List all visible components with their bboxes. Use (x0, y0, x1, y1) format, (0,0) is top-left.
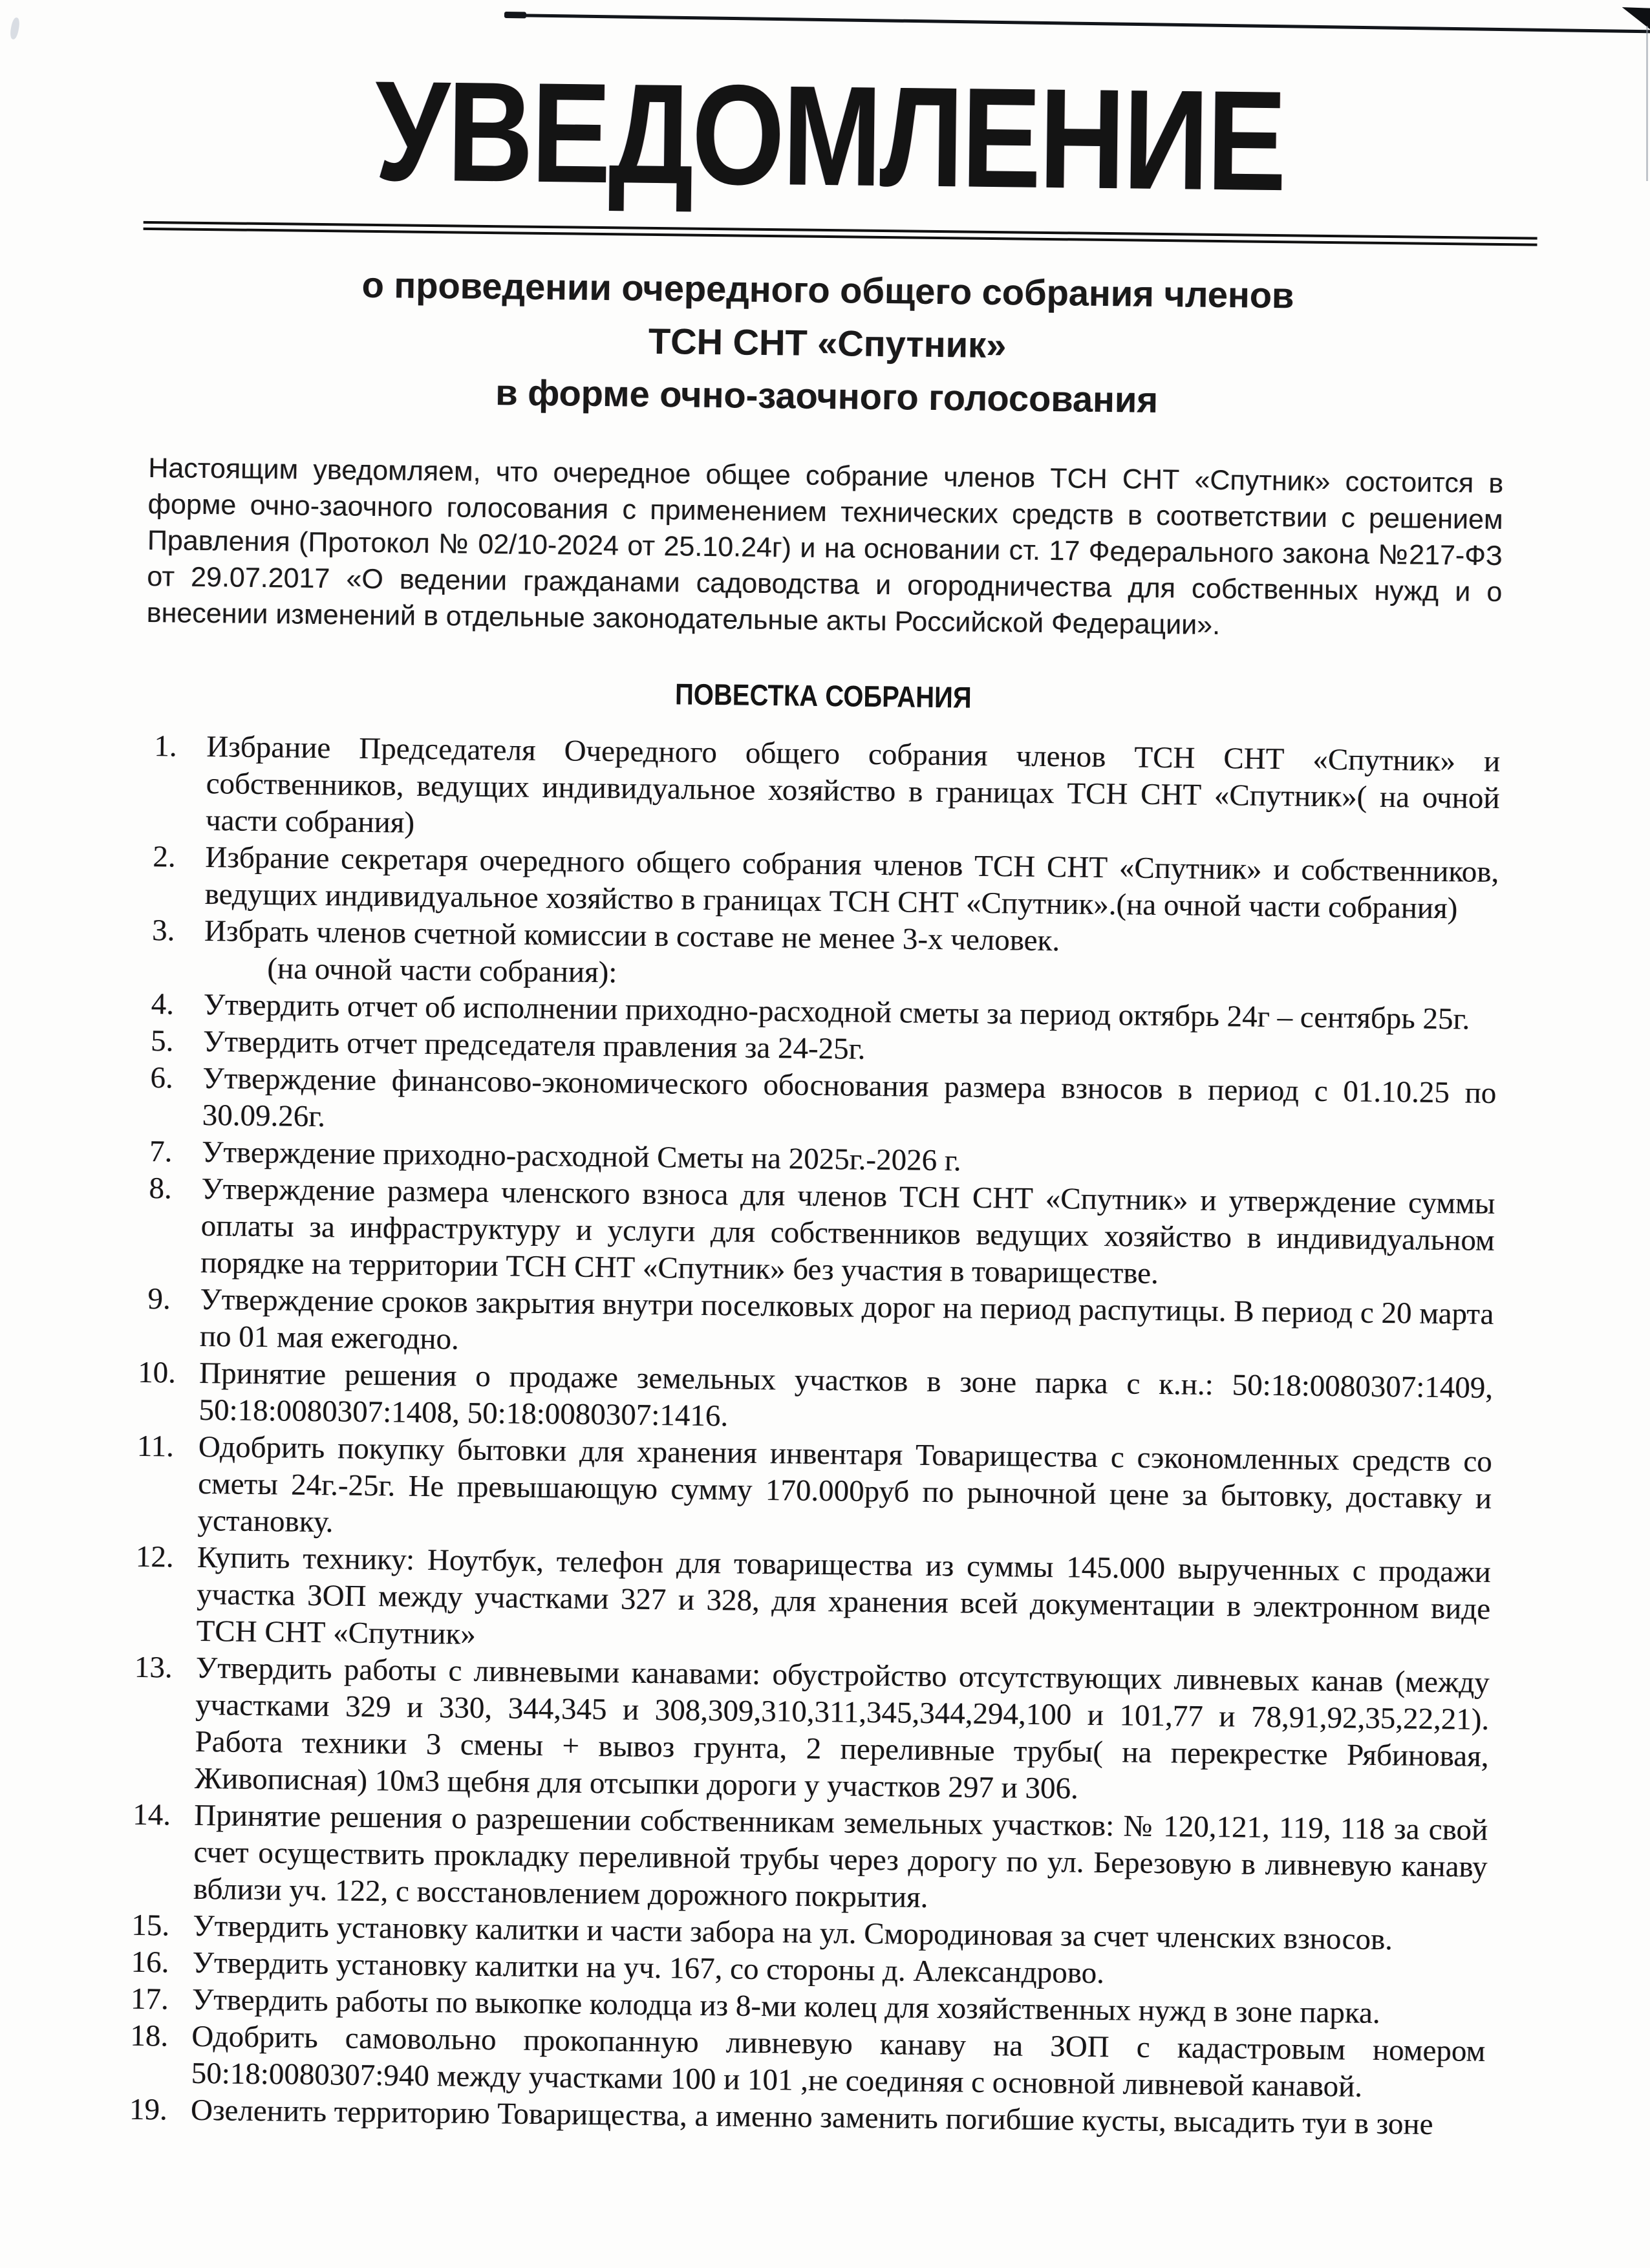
agenda-item-text: Одобрить покупку бытовки для хранения инвентаря Товарищества с сэкономленных средств со сметы 24г.-25г. Не превышающую сумму 170.000руб по рыночной цене за бытовку, доставку и установку. (197, 1429, 1493, 1539)
subtitle-line-1: о проведении очередного общего собрания членов (361, 264, 1294, 316)
agenda-item-number: 16. (131, 1945, 169, 1980)
agenda-item-number: 12. (135, 1539, 174, 1574)
agenda-item-number: 9. (147, 1282, 171, 1316)
agenda-item-number: 10. (137, 1355, 177, 1390)
agenda-item-text: Избрать членов счетной комиссии в составе не менее 3-х человек. (204, 914, 1060, 958)
agenda-item-text: Купить технику: Ноутбук, телефон для товарищества из суммы 145.000 вырученных с продажи участка ЗОП между участками 327 и 328, для хранения всей документации в электронном виде ТСН СНТ «Спутник» (196, 1540, 1492, 1651)
scan-artifact-top-edge-line (506, 14, 1650, 34)
agenda-item-text: Одобрить самовольно прокопанную ливневую канаву на ЗОП с кадастровым номером 50:18:0080307:940 между участками 100 и 101 ,не соединяя с основной ливневой канавой. (191, 2019, 1486, 2104)
agenda-item-text: Утверждение приходно-расходной Сметы на 2025г.-2026 г. (201, 1135, 961, 1178)
agenda-item-number: 3. (151, 914, 175, 948)
agenda-item-text: Утвердить работы с ливневыми канавами: обустройство отсутствующих ливневых канав (между участками 329 и 330, 344,345 и 308,309,310,311,345,344,294,100 и 101,77 и 78,91,92,35,22,21). Работа техники 3 смены + вывоз грунта, 2 переливные трубы( на перекрестке Рябиновая, Живописная) 10м3 щебня для отсыпки дороги у участков 297 и 306. (194, 1651, 1490, 1806)
scan-artifact-left-smudge (9, 17, 21, 40)
agenda-item (136, 1428, 1492, 1554)
agenda-item-text: Утвердить отчет об исполнении приходно-расходной сметы за период октябрь 24г – сентябрь 25г. (203, 987, 1470, 1036)
title-divider (144, 221, 1538, 246)
agenda-item-text: Утверждение сроков закрытия внутри поселковых дорог на период распутицы. В период с 20 марта по 01 мая ежегодно. (199, 1282, 1494, 1356)
agenda-item-number: 13. (134, 1650, 173, 1685)
agenda-item-text: Озеленить территорию Товарищества, а именно заменить погибшие кусты, высадить туи в зоне (190, 2093, 1433, 2142)
agenda-item-text: Утвердить установку калитки и части забора на ул. Смородиновая за счет членских взносов. (193, 1909, 1393, 1957)
agenda-item-number: 11. (136, 1429, 175, 1464)
agenda-item-number: 1. (154, 729, 177, 764)
agenda-item (139, 1170, 1495, 1296)
agenda-item-number: 6. (150, 1061, 174, 1095)
agenda-item-number: 2. (153, 840, 176, 874)
agenda-item-subline: (на очной части собрания): (267, 952, 617, 990)
agenda-item-text: Утвердить отчет председателя правления за 24-25г. (202, 1024, 866, 1066)
agenda-item-text: Утвердить работы по выкопке колодца из 8-ми колец для хозяйственных нужд в зоне парка. (191, 1982, 1381, 2031)
agenda-item-number: 4. (151, 987, 175, 1022)
agenda-item (132, 1797, 1488, 1923)
intro-paragraph: Настоящим уведомляем, что очередное общее собрание членов ТСН СНТ «Спутник» состоится в форме очно-заочного голосования с применением технических средств в соответствии с решением Правления (Протокол № 02/10-2024 от 25.10.24г) и на основании ст. 17 Федерального закона №217-ФЗ от 29.07.2017 «О ведении гражданами садоводства и огородничества для собственных нужд и о внесении изменений в отдельные законодательные акты Российской Федерации». (146, 452, 1504, 641)
agenda-item-number: 19. (129, 2092, 168, 2127)
scan-artifact-right-edge (1646, 26, 1648, 181)
agenda-item-number: 14. (133, 1797, 171, 1832)
agenda-item-number: 17. (130, 1982, 169, 2017)
agenda-list (129, 728, 1501, 2144)
agenda-item-text: Избрание секретаря очередного общего собрания членов ТСН СНТ «Спутник» и собственников, ведущих индивидуальное хозяйство в границах ТСН СНТ «Спутник».(на очной части собрания) (204, 840, 1499, 926)
document-title: УВЕДОМЛЕНИЕ (374, 50, 1285, 221)
agenda-item (144, 728, 1501, 854)
agenda-item-text: Утверждение размера членского взноса для членов ТСН СНТ «Спутник» и утверждение суммы оплаты за инфраструктуру и услуги для собственников ведущих хозяйство в индивидуальном порядке на территории ТСН СНТ «Спутник» без участия в товариществе. (200, 1171, 1495, 1291)
subtitle-line-2: ТСН СНТ «Спутник» (648, 320, 1007, 366)
agenda-item-text: Утвердить установку калитки на уч. 167, со стороны д. Александрово. (192, 1945, 1105, 1991)
agenda-item (133, 1649, 1490, 1812)
subtitle-line-3: в форме очно-заочного голосования (495, 372, 1159, 420)
agenda-item (134, 1539, 1491, 1665)
agenda-item-number: 7. (149, 1135, 173, 1169)
agenda-item-text: Избрание Председателя Очередного общего собрания членов ТСН СНТ «Спутник» и собственников, ведущих индивидуальное хозяйство в границах ТСН СНТ «Спутник»( на очной части собрания) (205, 730, 1501, 840)
agenda-item-text: Принятие решения о продаже земельных участков в зоне парка с к.н.: 50:18:0080307:1409, 50:18:0080307:1408, 50:18:0080307:1416. (198, 1356, 1494, 1433)
agenda-item-number: 15. (131, 1908, 170, 1943)
agenda-item-text: Принятие решения о разрешении собственникам земельных участков: № 120,121, 119, 118 за свой счет осуществить прокладку переливной трубы через дорогу по ул. Березовую в ливневую канаву вблизи уч. 122, с восстановлением дорожного покрытия. (193, 1798, 1488, 1914)
agenda-item-number: 18. (130, 2018, 169, 2053)
agenda-item-number: 8. (149, 1171, 173, 1206)
document-subtitle (149, 256, 1506, 431)
agenda-item-text: Утверждение финансово-экономического обоснования размера взносов в период с 01.10.25 по 30.09.26г. (202, 1061, 1497, 1134)
agenda-heading: ПОВЕСТКА СОБРАНИЯ (674, 677, 972, 714)
agenda-item-number: 5. (150, 1024, 174, 1058)
document-sheet (129, 39, 1508, 2144)
